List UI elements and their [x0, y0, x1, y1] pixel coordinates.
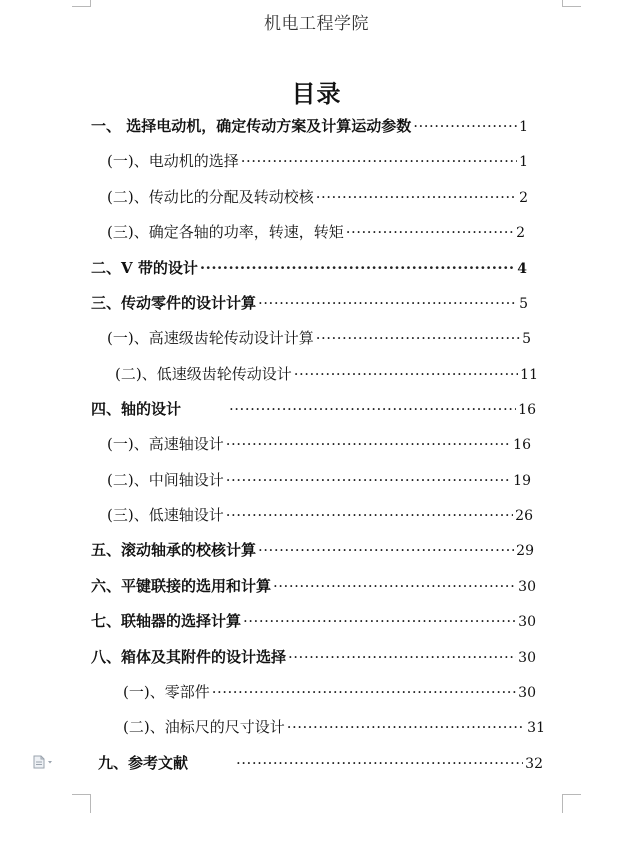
toc-title: 目录: [291, 79, 342, 108]
toc-entry[interactable]: [91, 398, 536, 420]
toc-leader: [316, 188, 517, 206]
toc-leader: [229, 400, 516, 418]
toc-entry[interactable]: [123, 716, 545, 738]
page-header: 机电工程学院: [264, 14, 369, 34]
toc-entry-page: 30: [518, 579, 536, 595]
toc-entry-page: 26: [515, 508, 533, 524]
toc-entry-label: (一)、高速轴设计: [107, 435, 224, 453]
toc-entry[interactable]: [107, 186, 528, 208]
toc-entry[interactable]: [107, 327, 531, 349]
toc-leader: [200, 259, 515, 277]
crop-mark-top-right: [562, 0, 581, 7]
toc-entry[interactable]: [123, 681, 536, 703]
toc-entry-label: 五、滚动轴承的校核计算: [91, 541, 257, 559]
toc-entry-page: 1: [519, 154, 528, 170]
toc-entry[interactable]: [107, 150, 528, 172]
toc-entry-label: 三、传动零件的设计计算: [91, 294, 257, 312]
toc-entry-page: 11: [520, 367, 538, 383]
toc-entry[interactable]: [107, 504, 533, 526]
toc-entry-page: 31: [527, 720, 545, 736]
toc-entry-label: (一)、电动机的选择: [107, 152, 239, 170]
toc-entry-page: 32: [525, 756, 543, 772]
toc-entry[interactable]: [91, 292, 528, 314]
crop-mark-bottom-right: [562, 794, 581, 813]
toc-entry-label: 九、参考文献: [98, 754, 189, 772]
document-icon[interactable]: [33, 754, 57, 768]
toc-entry-page: 5: [519, 296, 528, 312]
toc-entry-label: (一)、零部件: [123, 683, 210, 701]
toc-leader: [413, 117, 517, 135]
toc-entry-label: (三)、确定各轴的功率，转速，转矩: [107, 223, 344, 241]
toc-entry-label: 一、 选择电动机，确定传动方案及计算运动参数: [91, 117, 412, 135]
toc-entry-page: 16: [513, 437, 531, 453]
toc-entry[interactable]: [91, 610, 536, 632]
crop-mark-top-left: [72, 0, 91, 7]
toc-entry[interactable]: [107, 433, 531, 455]
toc-leader: [226, 506, 513, 524]
toc-leader: [294, 365, 518, 383]
toc-entry[interactable]: [107, 221, 525, 243]
toc-entry-page: 30: [518, 650, 536, 666]
toc-leader: [226, 471, 511, 489]
toc-leader: [236, 754, 523, 772]
toc-entry-page: 19: [513, 473, 531, 489]
toc-entry[interactable]: [98, 752, 543, 774]
toc-entry-label: (三)、低速轴设计: [107, 506, 224, 524]
toc-entry-label: (二)、油标尺的尺寸设计: [123, 718, 285, 736]
toc-entry[interactable]: [91, 257, 527, 279]
toc-entry-page: 4: [517, 261, 527, 277]
toc-entry[interactable]: [91, 575, 536, 597]
toc-entry-label: (一)、高速级齿轮传动设计计算: [107, 329, 314, 347]
toc-leader: [287, 718, 525, 736]
toc-entry-page: 30: [518, 614, 536, 630]
toc-entry-label: 四、轴的设计: [91, 400, 182, 418]
toc-entry-label: (二)、中间轴设计: [107, 471, 224, 489]
toc-leader: [212, 683, 516, 701]
toc-entry-page: 2: [516, 225, 525, 241]
toc-leader: [273, 577, 516, 595]
document-icon-svg: [33, 755, 57, 769]
toc-entry-label: (二)、低速级齿轮传动设计: [115, 365, 292, 383]
toc-entry[interactable]: [107, 469, 531, 491]
toc-entry-page: 30: [518, 685, 536, 701]
toc-entry-label: 二、V 带的设计: [91, 259, 198, 277]
toc-entry[interactable]: [91, 115, 528, 137]
toc-entry-page: 2: [519, 190, 528, 206]
toc-entry-label: 六、平键联接的选用和计算: [91, 577, 272, 595]
toc-entry-page: 1: [519, 119, 528, 135]
toc-leader: [316, 329, 520, 347]
toc-entry[interactable]: [91, 539, 534, 561]
crop-mark-bottom-left: [72, 794, 91, 813]
toc-leader: [226, 435, 511, 453]
toc-leader: [243, 612, 516, 630]
toc-leader: [258, 294, 517, 312]
toc-leader: [258, 541, 514, 559]
toc-entry-label: 七、联轴器的选择计算: [91, 612, 242, 630]
toc-entry-page: 29: [516, 543, 534, 559]
toc-entry-page: 5: [522, 331, 531, 347]
toc-entry-label: (二)、传动比的分配及转动校核: [107, 188, 314, 206]
toc-entry-page: 16: [518, 402, 536, 418]
toc-entry-label: 八、箱体及其附件的设计选择: [91, 648, 287, 666]
toc-entry[interactable]: [115, 363, 538, 385]
toc-leader: [241, 152, 517, 170]
toc-leader: [288, 648, 516, 666]
toc-leader: [346, 223, 514, 241]
toc-entry[interactable]: [91, 646, 536, 668]
